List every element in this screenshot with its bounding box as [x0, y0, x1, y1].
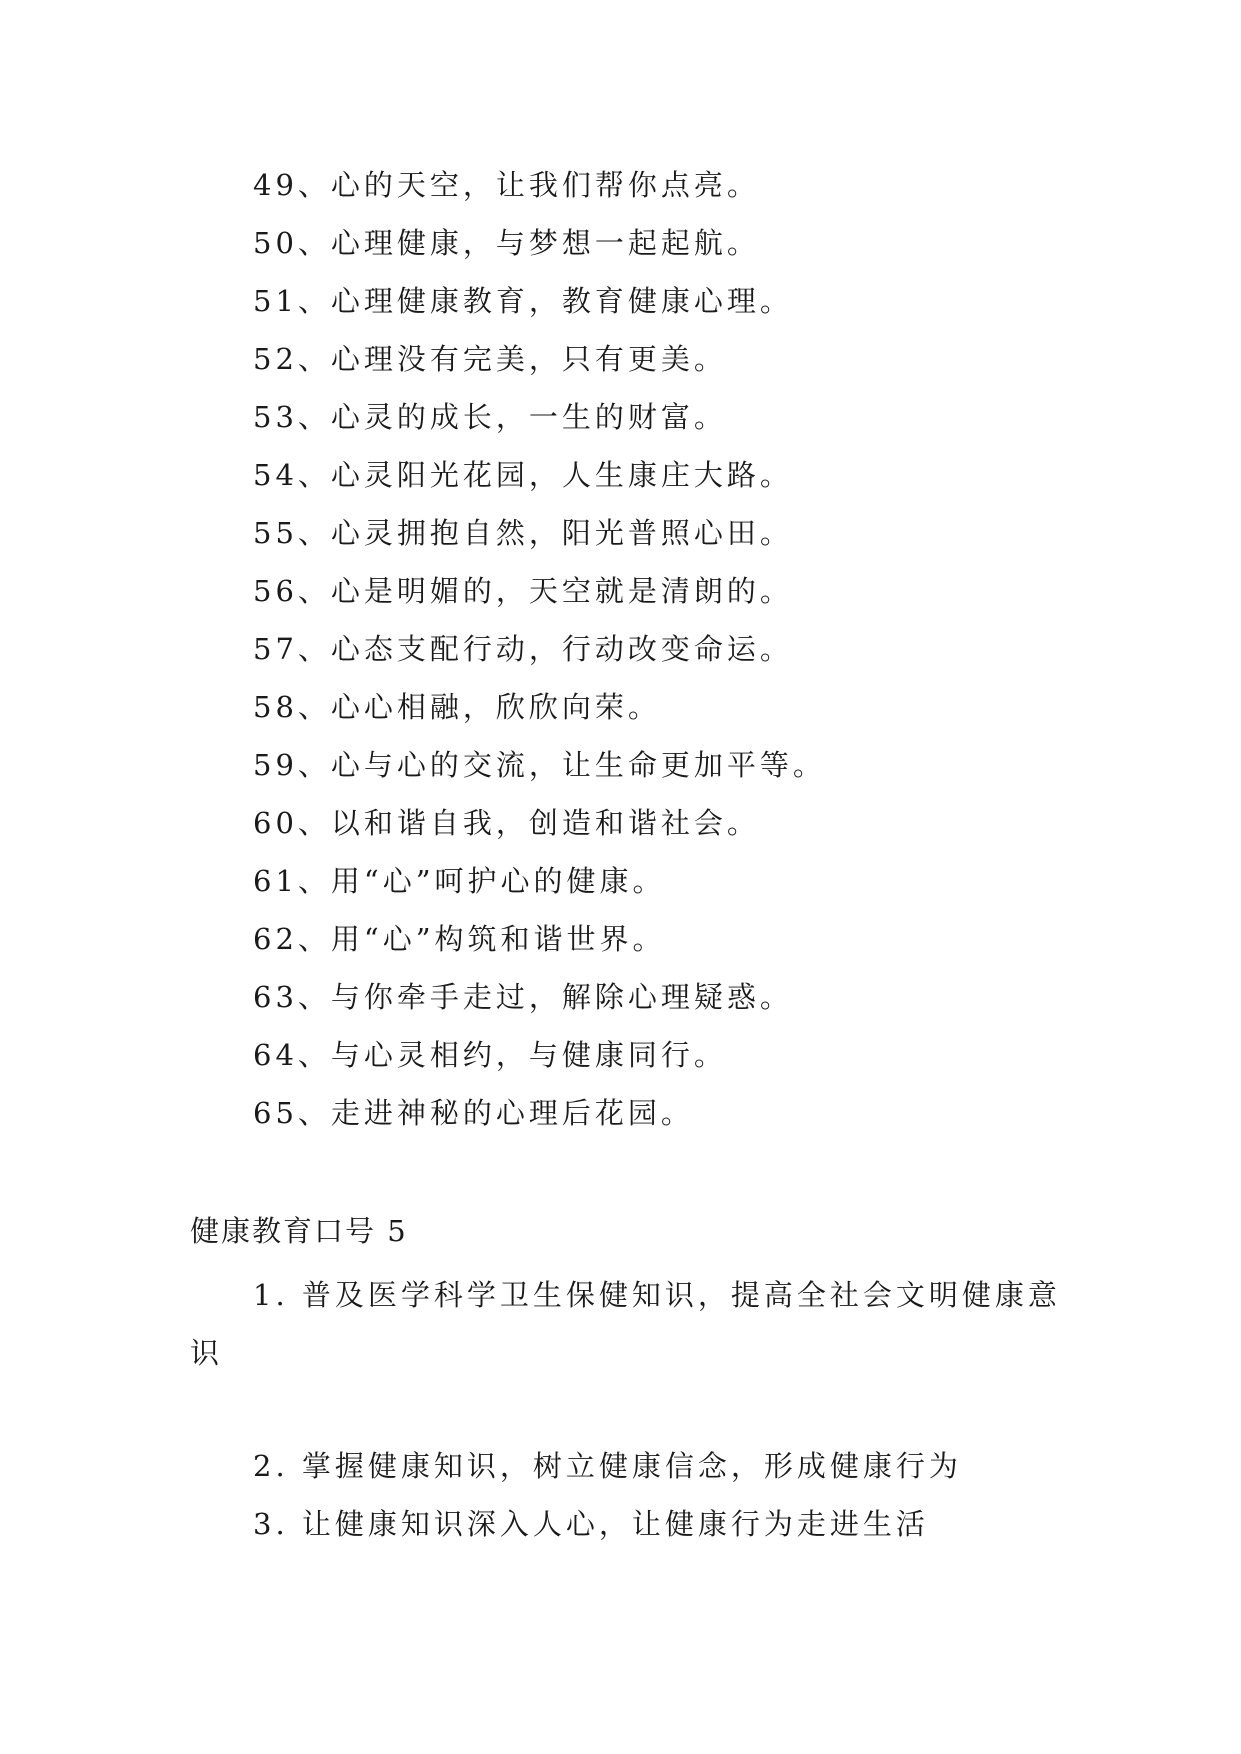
- slogan-item: 52、心理没有完美，只有更美。: [253, 342, 727, 376]
- slogan-item: 57、心态支配行动，行动改变命运。: [253, 632, 793, 666]
- slogan-item: 51、心理健康教育，教育健康心理。: [253, 284, 793, 318]
- slogan-item: 60、以和谐自我，创造和谐社会。: [253, 806, 760, 840]
- slogan-item: 53、心灵的成长，一生的财富。: [253, 400, 727, 434]
- section-item-1: 1. 普及医学科学卫生保健知识，提高全社会文明健康意识: [190, 1278, 1061, 1370]
- section-item-2: 2. 掌握健康知识，树立健康信念，形成健康行为: [253, 1449, 962, 1483]
- section-item-3: 3. 让健康知识深入人心，让健康行为走进生活: [253, 1507, 929, 1541]
- slogan-item: 61、用“心”呵护心的健康。: [253, 864, 666, 898]
- slogan-item: 49、心的天空，让我们帮你点亮。: [253, 168, 760, 202]
- slogan-item: 54、心灵阳光花园，人生康庄大路。: [253, 458, 793, 492]
- slogan-item: 62、用“心”构筑和谐世界。: [253, 922, 666, 956]
- slogan-item: 59、心与心的交流，让生命更加平等。: [253, 748, 826, 782]
- slogan-item: 64、与心灵相约，与健康同行。: [253, 1038, 727, 1072]
- slogan-item: 55、心灵拥抱自然，阳光普照心田。: [253, 516, 793, 550]
- section-heading: 健康教育口号 5: [190, 1214, 408, 1248]
- slogan-item: 63、与你牵手走过，解除心理疑惑。: [253, 980, 793, 1014]
- slogan-item: 65、走进神秘的心理后花园。: [253, 1096, 694, 1130]
- slogan-list: [253, 156, 826, 1142]
- slogan-item: 58、心心相融，欣欣向荣。: [253, 690, 661, 724]
- slogan-item: 50、心理健康，与梦想一起起航。: [253, 226, 760, 260]
- slogan-item: 56、心是明媚的，天空就是清朗的。: [253, 574, 793, 608]
